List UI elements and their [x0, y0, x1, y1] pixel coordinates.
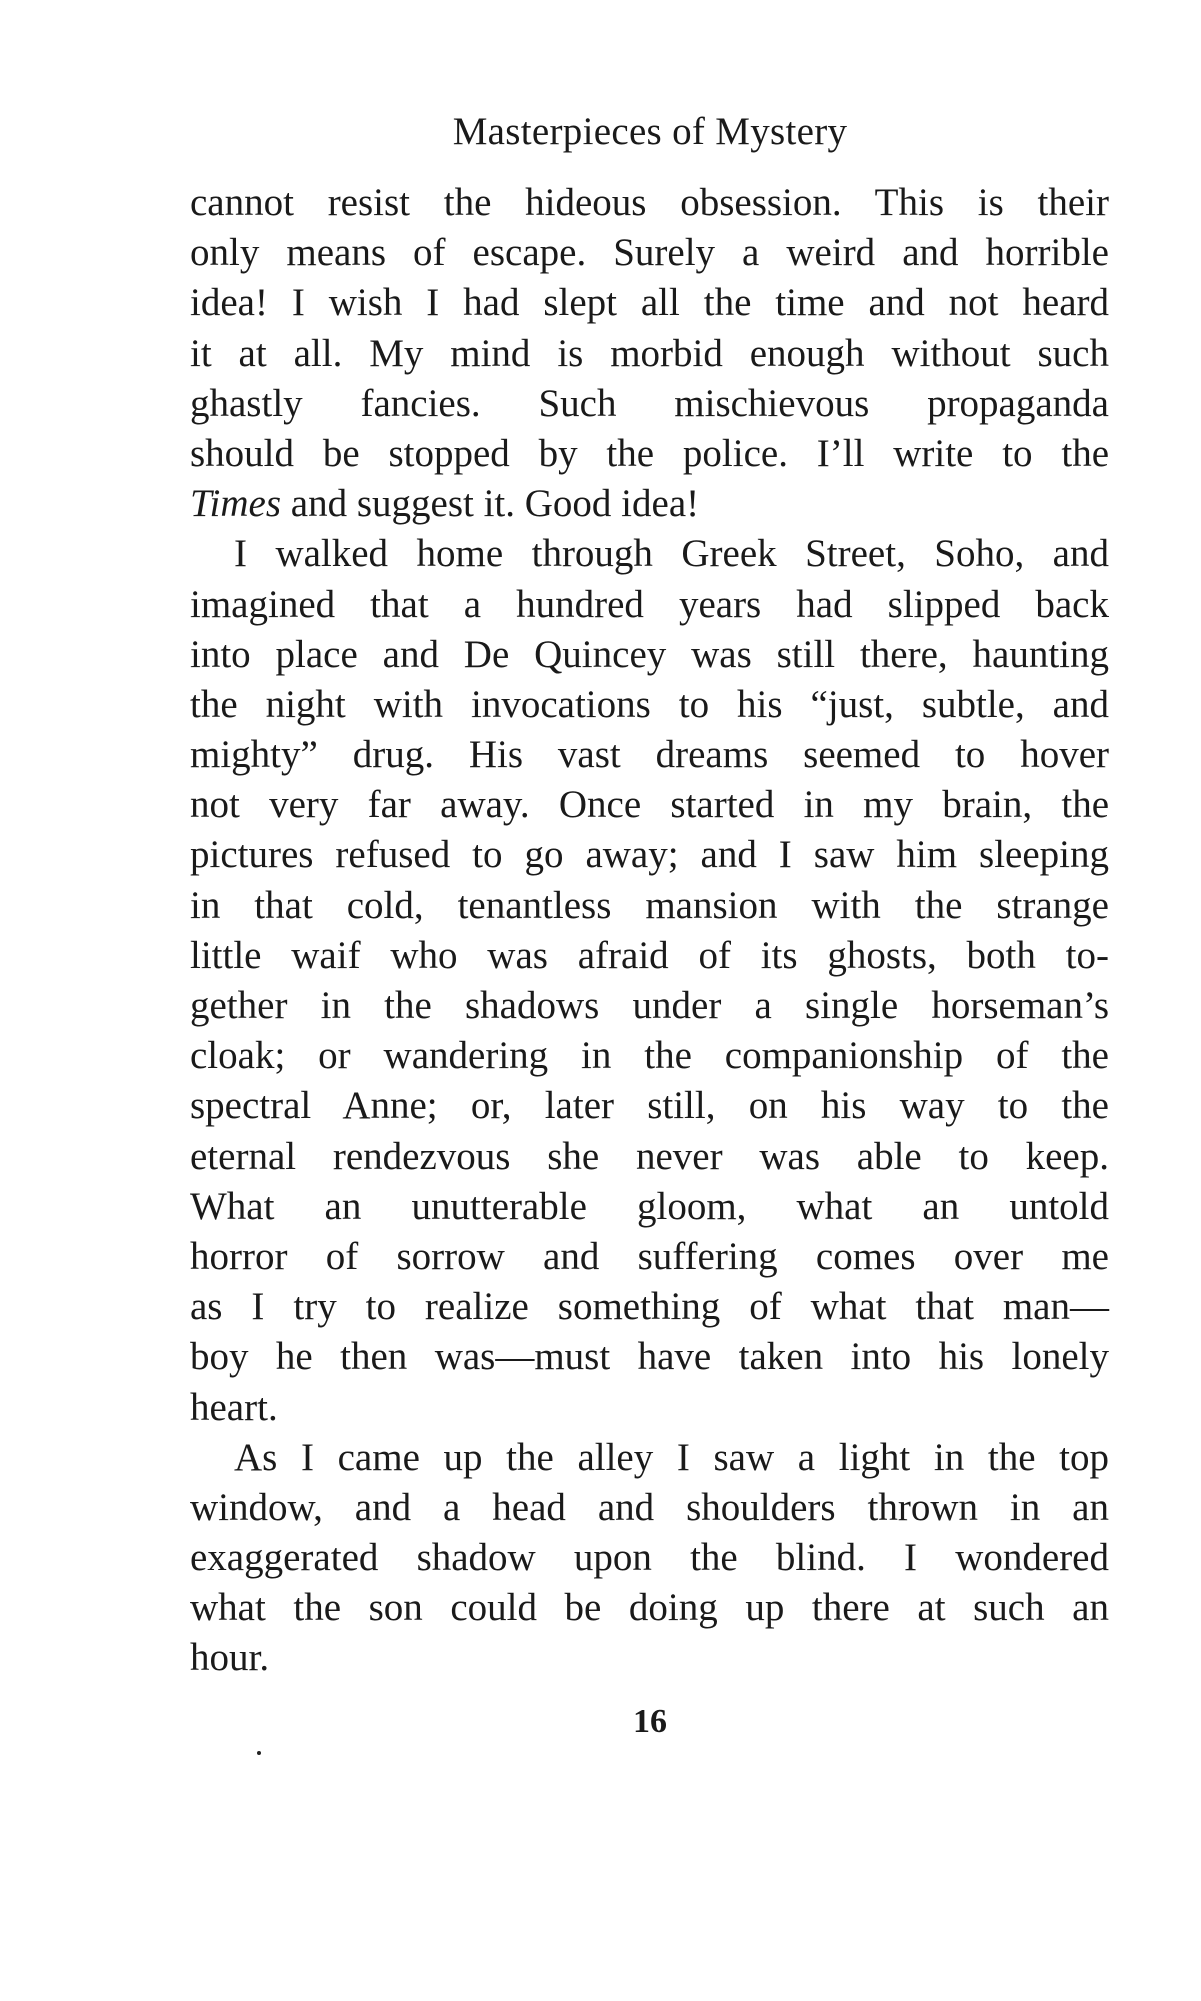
page-body	[190, 178, 1109, 1684]
text-line: I walked home through Greek Street, Soho, and	[234, 532, 1109, 576]
text-line: boy he then was—must have taken into his lonely	[190, 1335, 1109, 1379]
text-line: only means of escape. Surely a weird and horrible	[190, 231, 1109, 275]
text-line: idea! I wish I had slept all the time and not heard	[190, 281, 1109, 325]
italic-title: Times	[190, 482, 282, 526]
text-line: it at all. My mind is morbid enough without such	[190, 331, 1109, 375]
text-line: pictures refused to go away; and I saw him sleeping	[190, 833, 1109, 877]
text-line: What an unutterable gloom, what an untold	[190, 1184, 1109, 1228]
text-line: not very far away. Once started in my brain, the	[190, 783, 1109, 827]
text-line: what the son could be doing up there at such an	[190, 1586, 1109, 1630]
text-line: heart.	[190, 1385, 278, 1429]
text-line: as I try to realize something of what that man—	[190, 1285, 1109, 1329]
text-line: ghastly fancies. Such mischievous propaganda	[190, 381, 1109, 425]
text-line: cannot resist the hideous obsession. This is their	[190, 181, 1109, 224]
text-line: exaggerated shadow upon the blind. I wondered	[190, 1536, 1109, 1580]
text-line: imagined that a hundred years had slipped back	[190, 582, 1109, 626]
text-line: the night with invocations to his “just, subtle, and	[190, 682, 1109, 726]
paragraph-3	[190, 1433, 1109, 1684]
text-line: eternal rendezvous she never was able to keep.	[190, 1134, 1109, 1178]
text-line: horror of sorrow and suffering comes over me	[190, 1234, 1109, 1278]
text-line: gether in the shadows under a single horseman’s	[190, 984, 1109, 1027]
text-line: mighty” drug. His vast dreams seemed to hover	[190, 733, 1109, 777]
text-line: into place and De Quincey was still there, haunting	[190, 632, 1109, 676]
text-line	[190, 479, 1109, 529]
paragraph-2	[190, 529, 1109, 1432]
page-number: 16	[633, 1703, 667, 1740]
text-line: should be stopped by the police. I’ll write to the	[190, 431, 1109, 475]
text-line: cloak; or wandering in the companionship of the	[190, 1034, 1109, 1078]
text-line: spectral Anne; or, later still, on his way to the	[190, 1084, 1109, 1128]
text-line: hour.	[190, 1636, 270, 1680]
text-line: little waif who was afraid of its ghosts, both to-	[190, 933, 1109, 977]
ink-speck	[257, 1751, 261, 1755]
text-line: window, and a head and shoulders thrown in an	[190, 1485, 1109, 1529]
paragraph-1	[190, 178, 1109, 529]
text-line-rest: and suggest it. Good idea!	[281, 482, 700, 526]
running-title: Masterpieces of Mystery	[452, 110, 848, 153]
text-line: in that cold, tenantless mansion with the strange	[190, 883, 1109, 927]
text-line: As I came up the alley I saw a light in the top	[234, 1435, 1109, 1479]
